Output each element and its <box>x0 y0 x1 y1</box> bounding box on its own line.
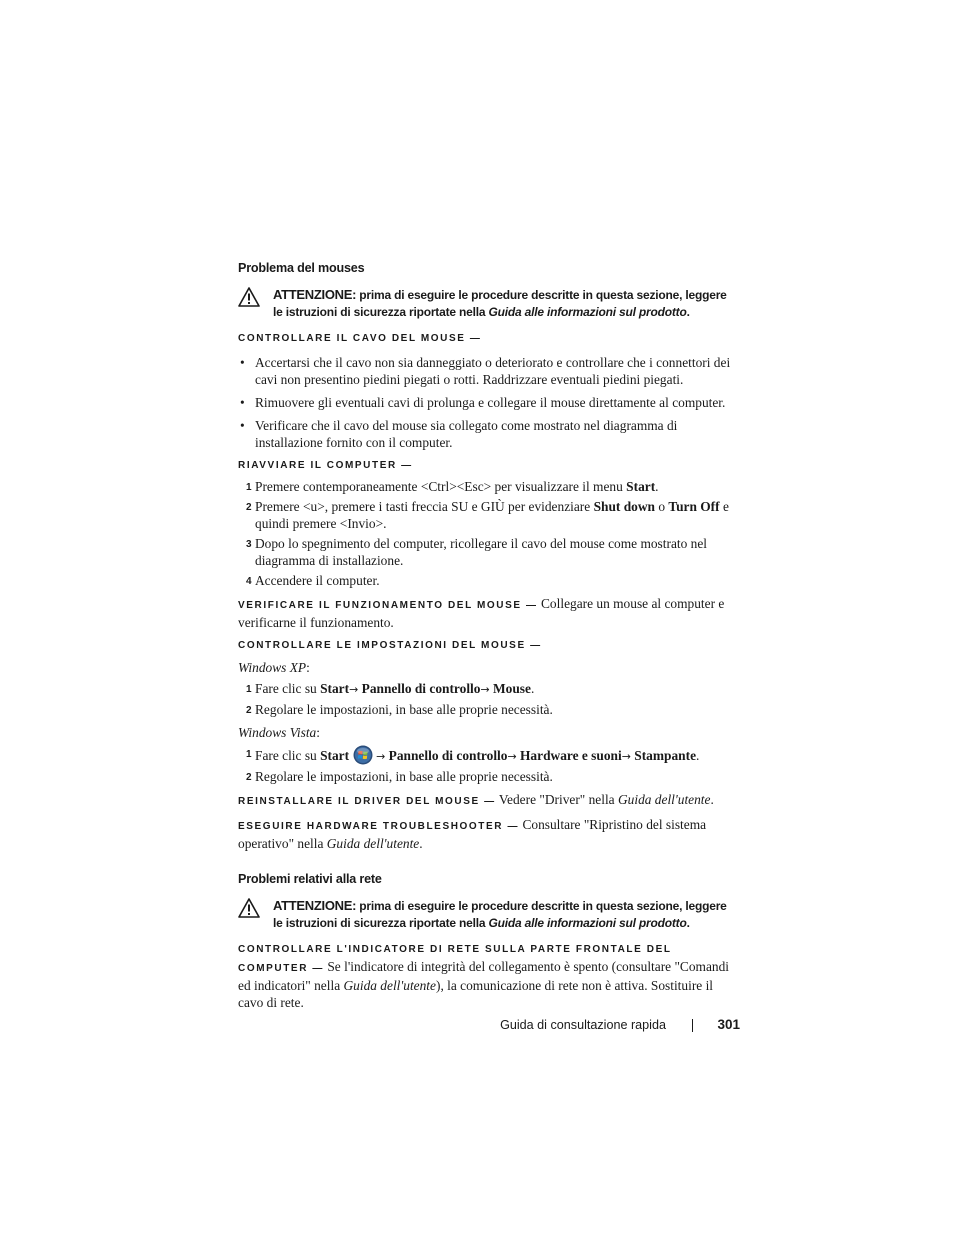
arrow-icon: → <box>376 750 386 763</box>
page-content <box>238 259 738 1011</box>
arrow-icon: → <box>349 683 359 696</box>
bullet-icon: • <box>240 418 245 433</box>
step-text-end: . <box>655 479 659 494</box>
troubleshooter-paragraph <box>238 816 738 852</box>
cable-bullet-list <box>238 354 738 451</box>
os-label-vista <box>238 724 738 741</box>
section-title-mouse: Problema del mouses <box>238 261 365 275</box>
step-text: Dopo lo spegnimento del computer, ricollegare il cavo del mouse come mostrato nel diagramma di installazione. <box>255 536 708 568</box>
indicator-paragraph <box>238 939 738 1011</box>
step-text: Regolare le impostazioni, in base alle proprie necessità. <box>255 769 553 784</box>
os-colon: : <box>306 660 310 675</box>
os-colon: : <box>316 725 320 740</box>
step-text: Premere <u>, premere i tasti freccia SU e GIÙ per evidenziare <box>255 499 594 514</box>
step-bold: Pannello di controllo <box>358 681 481 696</box>
step-number: 1 <box>246 482 252 493</box>
heading-driver: REINSTALLARE IL DRIVER DEL MOUSE — <box>238 796 496 807</box>
list-item <box>238 768 738 785</box>
warning-book-title: Guida alle informazioni sul prodotto <box>488 305 687 319</box>
list-item <box>238 680 738 698</box>
step-text: Fare clic su <box>255 681 321 696</box>
step-number: 1 <box>246 684 252 695</box>
indicator-text: Se l'indicatore di integrità del collegamento è spento (consultare "Comandi ed indicatori" nella <box>238 959 730 993</box>
step-text: Premere contemporaneamente <Ctrl><Esc> per visualizzare il menu <box>255 479 627 494</box>
section-title-network: Problemi relativi alla rete <box>238 872 382 886</box>
warning-text: prima di eseguire le procedure descritte in questa sezione, leggere le istruzioni di sicurezza riportate nella <box>273 288 727 319</box>
xp-steps <box>238 680 738 718</box>
list-item <box>238 417 738 451</box>
bullet-text: Accertarsi che il cavo non sia danneggiato o deteriorato e controllare che i connettori dei cavi non presentino piedini piegati o rotti. Raddrizzare eventuali piedini piegati. <box>255 355 731 387</box>
footer-guide-title: Guida di consultazione rapida <box>500 1018 666 1032</box>
warning-end: . <box>686 916 690 930</box>
verify-paragraph <box>238 595 738 631</box>
list-item <box>238 572 738 589</box>
step-number: 2 <box>246 772 252 783</box>
step-number: 2 <box>246 502 252 513</box>
driver-book-title: Guida dell'utente <box>617 792 711 807</box>
troubleshooter-end: . <box>419 836 423 851</box>
heading-restart: RIAVVIARE IL COMPUTER — <box>238 460 413 471</box>
warning-note <box>238 286 738 321</box>
heading-verify: VERIFICARE IL FUNZIONAMENTO DEL MOUSE — <box>238 600 538 611</box>
page-number: 301 <box>717 1017 740 1032</box>
step-number: 3 <box>246 539 252 550</box>
step-text-end: e quindi premere <Invio>. <box>255 499 729 531</box>
step-text: Accendere il computer. <box>255 573 380 588</box>
step-bold: Start <box>320 681 350 696</box>
step-number: 1 <box>246 749 252 760</box>
bullet-text: Verificare che il cavo del mouse sia collegato come mostrato nel diagramma di installazione fornito con il computer. <box>255 418 678 450</box>
list-item <box>238 354 738 388</box>
step-text: o <box>654 499 669 514</box>
driver-paragraph <box>238 791 738 810</box>
warning-note <box>238 897 738 932</box>
windows-start-orb-icon <box>352 745 374 765</box>
bullet-icon: • <box>240 355 245 370</box>
step-bold: Shut down <box>593 499 655 514</box>
driver-text: Vedere "Driver" nella <box>498 792 618 807</box>
list-item <box>238 478 738 495</box>
page-footer <box>0 1015 954 1035</box>
warning-triangle-icon <box>238 898 260 918</box>
step-bold: Mouse <box>489 681 531 696</box>
warning-book-title: Guida alle informazioni sul prodotto <box>488 916 687 930</box>
step-number: 4 <box>246 576 252 587</box>
troubleshooter-book-title: Guida dell'utente <box>326 836 420 851</box>
bullet-icon: • <box>240 395 245 410</box>
os-name: Windows XP <box>238 660 307 675</box>
verify-text: Collegare un mouse al computer e verificarne il funzionamento. <box>238 596 725 630</box>
heading-check-cable: CONTROLLARE IL CAVO DEL MOUSE — <box>238 333 482 344</box>
heading-indicator: CONTROLLARE L'INDICATORE DI RETE SULLA PARTE FRONTALE DEL COMPUTER — <box>238 944 672 974</box>
warning-label: ATTENZIONE: <box>273 287 357 302</box>
arrow-icon: → <box>480 683 490 696</box>
driver-end: . <box>710 792 714 807</box>
os-name: Windows Vista <box>238 725 317 740</box>
indicator-book-title: Guida dell'utente <box>343 978 436 993</box>
indicator-text-end: ), la comunicazione di rete non è attiva. Sostituire il cavo di rete. <box>238 978 714 1010</box>
step-text-end: . <box>696 748 700 763</box>
heading-troubleshooter: ESEGUIRE HARDWARE TROUBLESHOOTER — <box>238 821 520 832</box>
step-bold: Hardware e suoni <box>516 748 622 763</box>
step-text: Regolare le impostazioni, in base alle proprie necessità. <box>255 702 553 717</box>
bullet-text: Rimuovere gli eventuali cavi di prolunga e collegare il mouse direttamente al computer. <box>255 395 726 410</box>
restart-steps <box>238 478 738 589</box>
heading-settings: CONTROLLARE LE IMPOSTAZIONI DEL MOUSE — <box>238 640 542 651</box>
troubleshooter-text: Consultare "Ripristino del sistema operativo" nella <box>238 817 707 851</box>
arrow-icon: → <box>621 750 631 763</box>
list-item <box>238 498 738 532</box>
step-bold: Start <box>320 748 350 763</box>
list-item <box>238 394 738 411</box>
step-text: Fare clic su <box>255 748 321 763</box>
step-bold: Turn Off <box>668 499 720 514</box>
warning-end: . <box>686 305 690 319</box>
warning-triangle-icon <box>238 287 260 307</box>
footer-divider <box>692 1019 693 1032</box>
warning-text: prima di eseguire le procedure descritte in questa sezione, leggere le istruzioni di sicurezza riportate nella <box>273 899 727 930</box>
step-bold: Pannello di controllo <box>385 748 508 763</box>
step-bold: Stampante <box>630 748 697 763</box>
list-item <box>238 701 738 718</box>
step-bold: Start <box>626 479 656 494</box>
list-item <box>238 535 738 569</box>
vista-steps <box>238 745 738 785</box>
os-label-xp <box>238 659 738 676</box>
step-number: 2 <box>246 705 252 716</box>
step-text-end: . <box>530 681 535 696</box>
warning-label: ATTENZIONE: <box>273 898 357 913</box>
list-item <box>238 745 738 765</box>
arrow-icon: → <box>507 750 517 763</box>
